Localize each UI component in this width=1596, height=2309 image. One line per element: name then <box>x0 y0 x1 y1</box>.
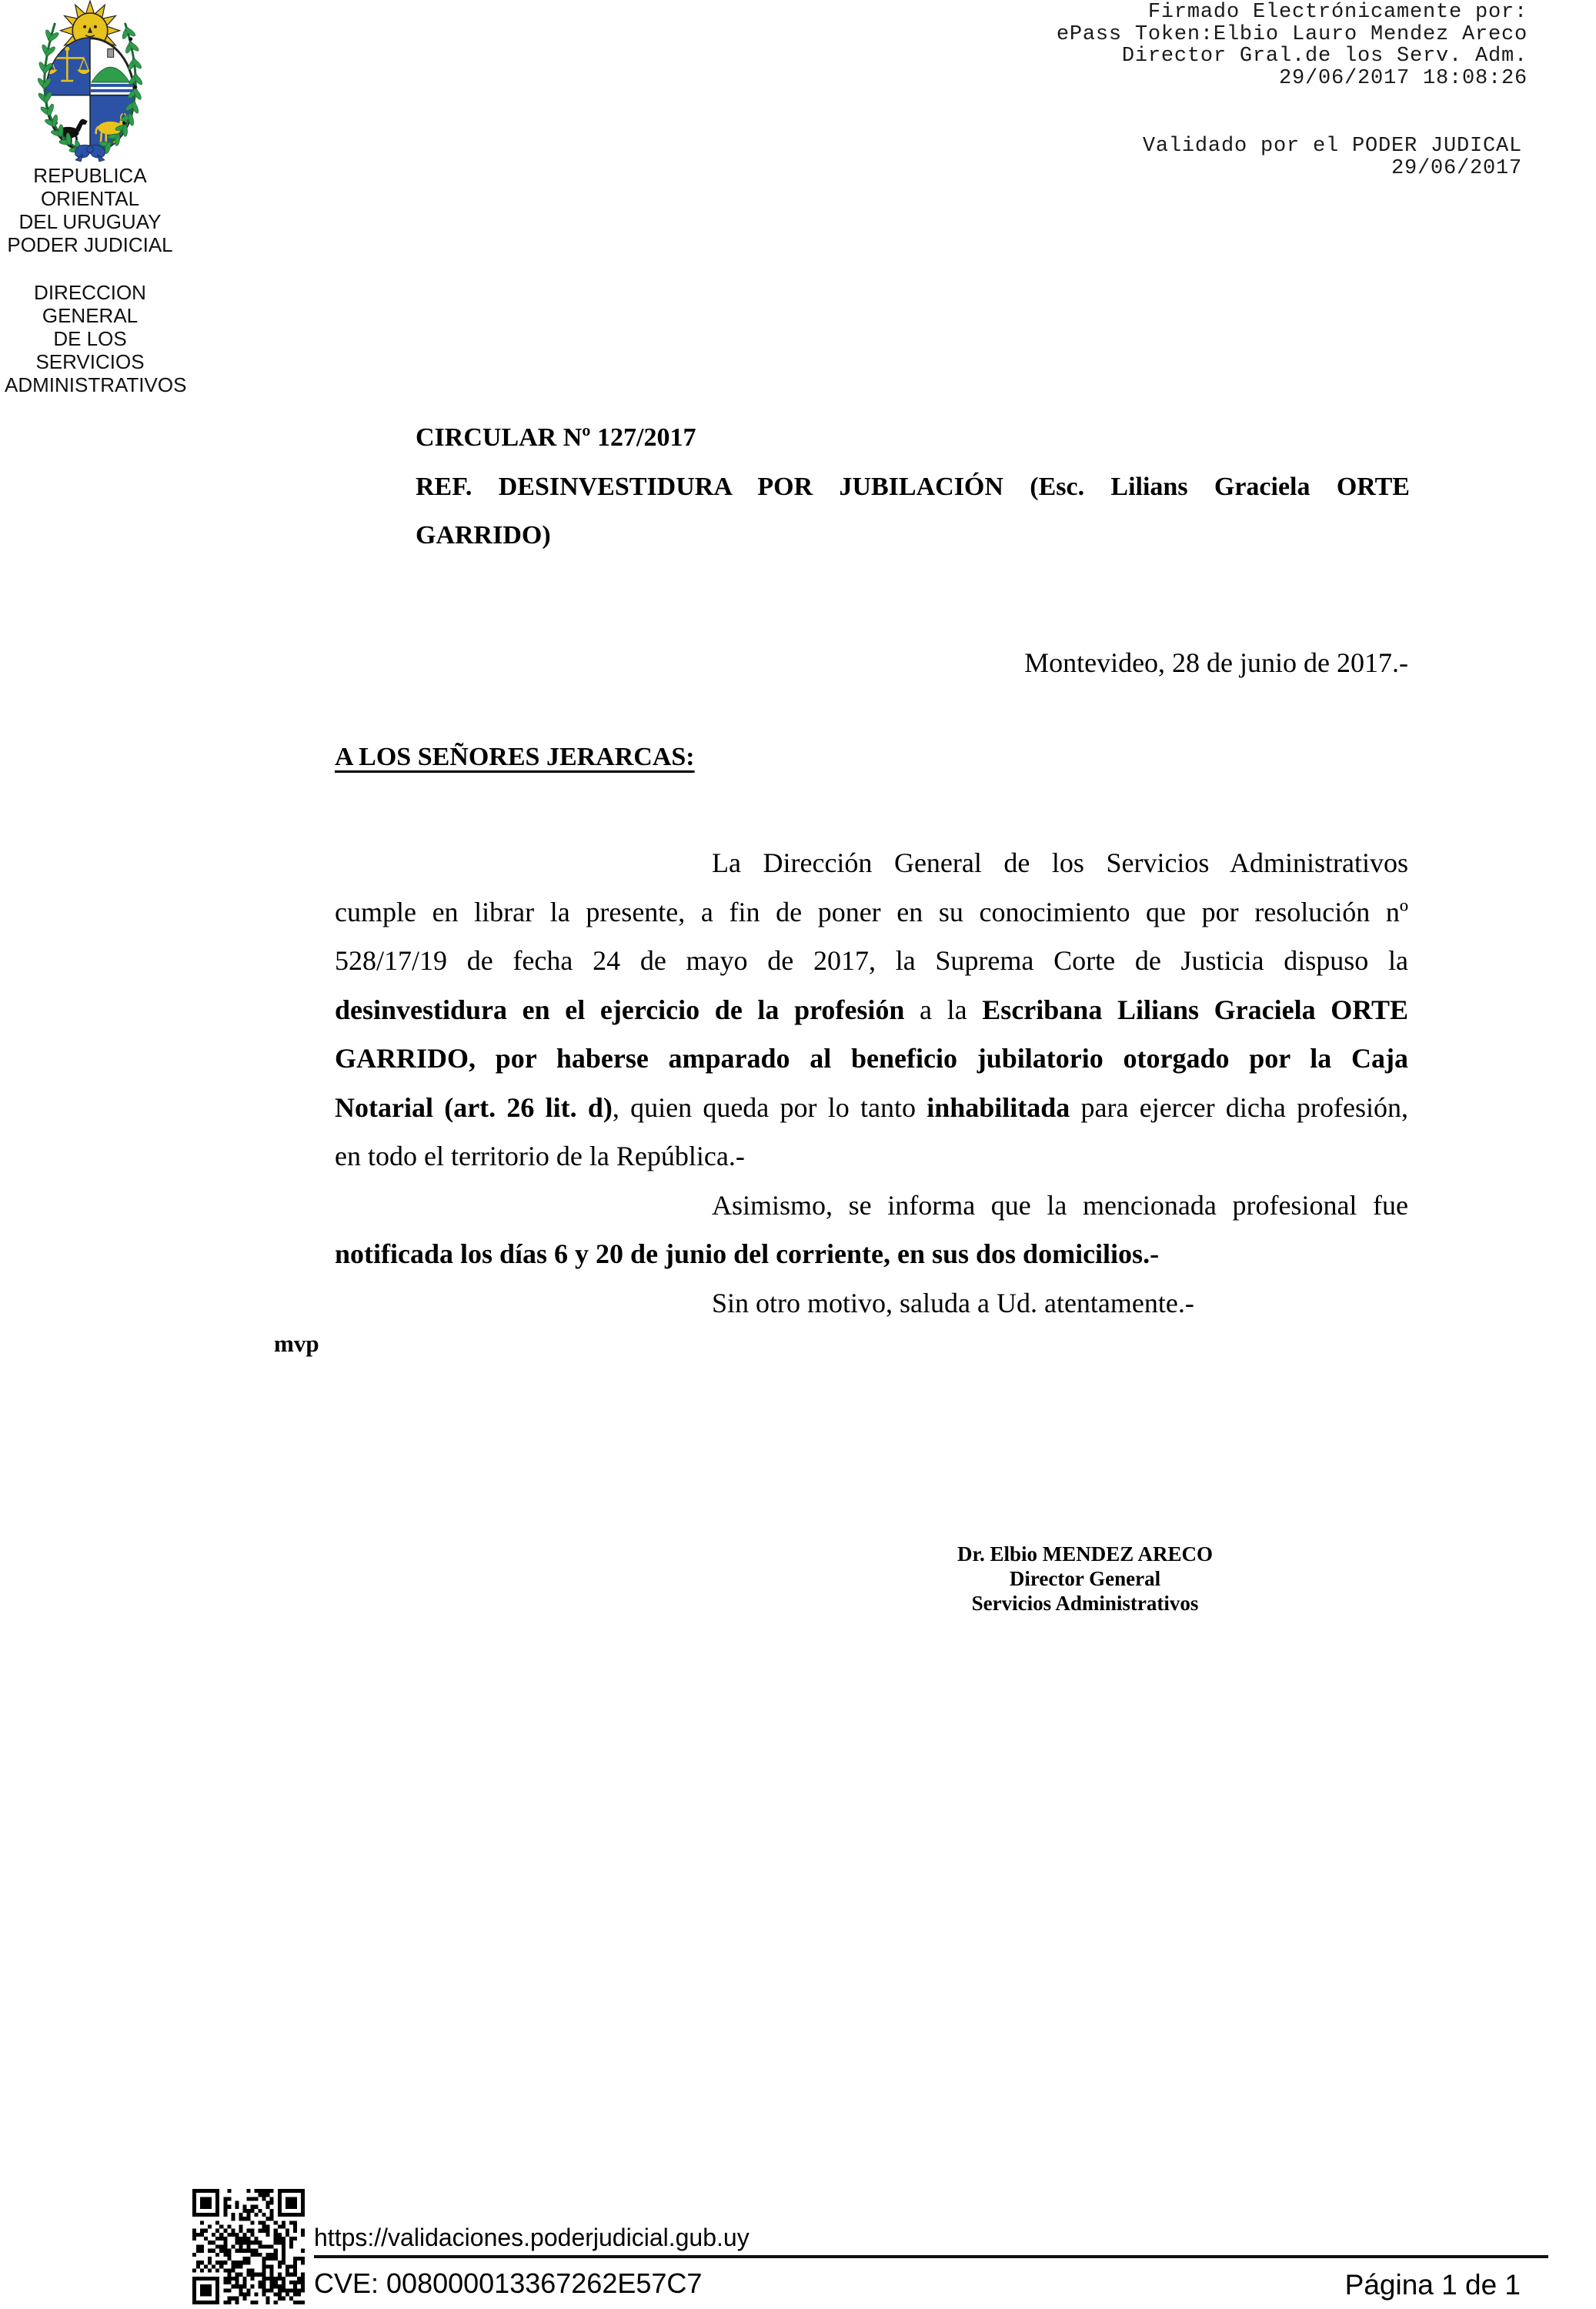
emphasized-text: GARRIDO, por haberse amparado al beneficio jubilatorio otorgado por la Caja <box>335 1043 1408 1074</box>
body-text <box>335 839 1408 1328</box>
text-segment: cumple en librar la presente, a fin de poner en su conocimiento que por resolución nº <box>335 896 1408 927</box>
body-line <box>335 1279 1408 1328</box>
typist-initials: mvp <box>274 1330 319 1357</box>
heading-line <box>416 463 1410 512</box>
text-segment: Asimismo, se informa que la mencionada profesional fue <box>712 1189 1408 1221</box>
stamp-line: Firmado Electrónicamente por: <box>1147 1 1528 24</box>
letterhead-line: ADMINISTRATIVOS <box>5 373 187 396</box>
salutation: A LOS SEÑORES JERARCAS: <box>335 743 695 771</box>
emphasized-text: REF. DESINVESTIDURA POR JUBILACIÓN (Esc. Lilians Graciela ORTE <box>416 472 1410 501</box>
letterhead-line: PODER JUDICIAL <box>7 233 173 256</box>
text-segment: 528/17/19 de fecha 24 de mayo de 2017, la Suprema Corte de Justicia dispuso la <box>335 945 1408 976</box>
dateline: Montevideo, 28 de junio de 2017.- <box>1024 647 1408 678</box>
emphasized-text: desinvestidura en el ejercicio de la profesión <box>335 994 905 1025</box>
letterhead-line: REPUBLICA ORIENTAL <box>33 164 147 210</box>
letterhead-dept-lines <box>5 281 187 396</box>
body-line <box>335 839 1408 888</box>
footer-divider <box>314 2255 1548 2258</box>
body-line <box>335 1132 1408 1181</box>
signature-line: Servicios Administrativos <box>971 1592 1199 1615</box>
page-indicator: Página 1 de 1 <box>1344 2269 1521 2301</box>
letterhead-line: DE LOS SERVICIOS <box>35 327 145 373</box>
emphasized-text: CIRCULAR Nº 127/2017 <box>416 423 696 452</box>
body-line <box>335 888 1408 937</box>
stamp-line: Director Gral.de los Serv. Adm. <box>1121 45 1528 68</box>
letterhead <box>5 0 187 396</box>
letterhead-line: DEL URUGUAY <box>18 210 162 233</box>
signature-line: Director General <box>1009 1567 1161 1590</box>
cve-code: CVE: 008000013367262E57C7 <box>314 2267 703 2299</box>
signature-line: Dr. Elbio MENDEZ ARECO <box>957 1542 1214 1566</box>
emphasized-text: Escribana Lilians Graciela ORTE <box>982 994 1408 1025</box>
qr-code <box>192 2189 305 2304</box>
body-line <box>335 1084 1408 1133</box>
body-line <box>335 1034 1408 1084</box>
electronic-signature-stamp <box>1057 2 1528 89</box>
body-line <box>335 1181 1408 1231</box>
validation-url-link[interactable]: https://validaciones.poderjudicial.gub.uy <box>314 2224 750 2251</box>
emphasized-text: GARRIDO) <box>416 521 551 550</box>
body-line <box>335 937 1408 986</box>
emphasized-text: Notarial (art. 26 lit. d) <box>335 1091 613 1123</box>
stamp-line: 29/06/2017 <box>1391 156 1522 180</box>
stamp-line: ePass Token:Elbio Lauro Mendez Areco <box>1056 22 1528 46</box>
heading-line <box>416 413 1410 463</box>
stamp-line: 29/06/2017 18:08:26 <box>1278 66 1528 90</box>
body-line <box>335 1230 1408 1279</box>
text-segment: para ejercer dicha profesión, <box>1070 1091 1408 1123</box>
text-segment: a la <box>904 994 983 1025</box>
signature-block <box>931 1542 1239 1616</box>
letterhead-line: DIRECCION GENERAL <box>34 281 146 327</box>
emphasized-text: inhabilitada <box>927 1091 1070 1123</box>
circular-heading <box>416 413 1410 560</box>
stamp-line: Validado por el PODER JUDICAL <box>1142 135 1522 158</box>
body-line <box>335 986 1408 1035</box>
validation-stamp <box>1143 135 1522 179</box>
text-segment: Sin otro motivo, saluda a Ud. atentamente.- <box>712 1287 1194 1318</box>
letterhead-org-lines <box>5 164 175 256</box>
text-segment: en todo el territorio de la República.- <box>335 1141 745 1171</box>
text-segment: La Dirección General de los Servicios Administrativos <box>712 847 1408 878</box>
heading-line <box>416 511 1410 560</box>
uruguay-coat-of-arms-icon <box>22 0 159 162</box>
emphasized-text: notificada los días 6 y 20 de junio del corriente, en sus dos domicilios.- <box>335 1238 1160 1269</box>
text-segment: , quien queda por lo tanto <box>612 1091 927 1123</box>
